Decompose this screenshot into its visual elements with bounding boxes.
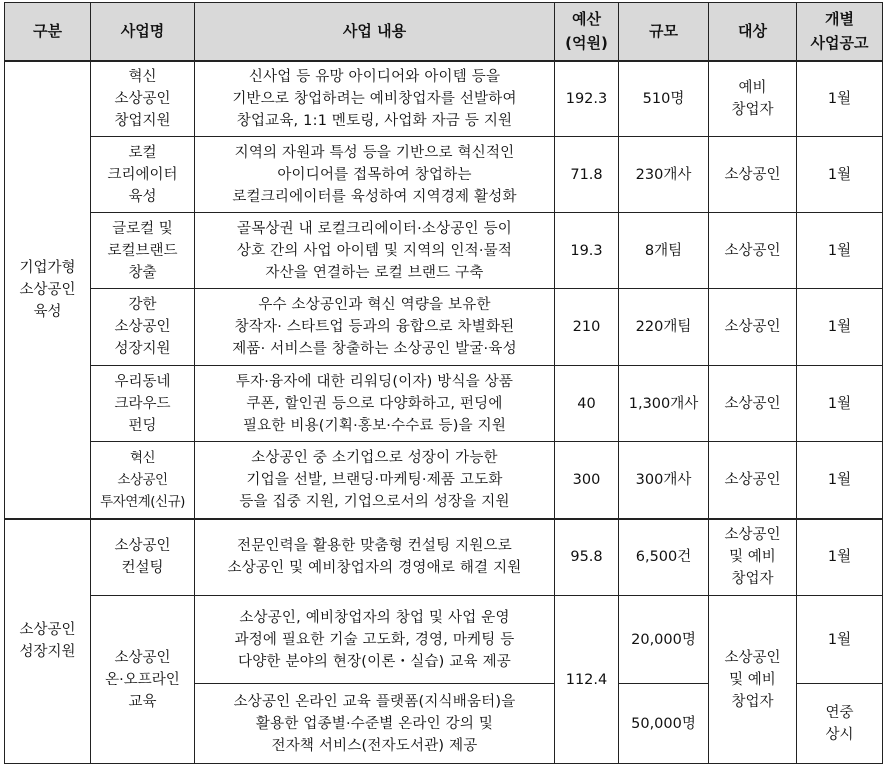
program-content: 투자·융자에 대한 리워딩(이자) 방식을 상품 쿠폰, 할인권 등으로 다양화하고, 펀딩에 필요한 비용(기획·홍보·수수료 등)을 지원 xyxy=(195,366,555,442)
program-scale: 6,500건 xyxy=(619,519,709,596)
header-category: 구분 xyxy=(5,3,91,61)
program-budget: 19.3 xyxy=(555,213,619,289)
program-notice: 1월 xyxy=(797,596,883,684)
group-label: 기업가형 소상공인 육성 xyxy=(5,61,91,519)
header-notice: 개별 사업공고 xyxy=(797,3,883,61)
program-content: 소상공인 온라인 교육 플랫폼(지식배움터)을 활용한 업종별·수준별 온라인 강의 및 전자책 서비스(전자도서관) 제공 xyxy=(195,684,555,764)
program-name: 혁신 소상공인 투자연계(신규) xyxy=(91,442,195,519)
table-row xyxy=(5,61,883,137)
header-budget: 예산 (억원) xyxy=(555,3,619,61)
program-target: 소상공인 xyxy=(709,442,797,519)
program-name: 로컬 크리에이터 육성 xyxy=(91,137,195,213)
group-label: 소상공인 성장지원 xyxy=(5,519,91,764)
program-scale: 220개팀 xyxy=(619,289,709,366)
program-target: 소상공인 xyxy=(709,137,797,213)
program-name: 소상공인 컨설팅 xyxy=(91,519,195,596)
program-scale: 50,000명 xyxy=(619,684,709,764)
program-target: 예비 창업자 xyxy=(709,61,797,137)
program-scale: 230개사 xyxy=(619,137,709,213)
program-notice: 1월 xyxy=(797,366,883,442)
program-content: 소상공인 중 소기업으로 성장이 가능한 기업을 선발, 브랜딩·마케팅·제품 고도화 등을 집중 지원, 기업으로서의 성장을 지원 xyxy=(195,442,555,519)
program-notice: 1월 xyxy=(797,137,883,213)
program-budget: 300 xyxy=(555,442,619,519)
header-name: 사업명 xyxy=(91,3,195,61)
program-target: 소상공인 xyxy=(709,289,797,366)
table-row xyxy=(5,137,883,213)
program-budget: 192.3 xyxy=(555,61,619,137)
program-budget: 95.8 xyxy=(555,519,619,596)
program-name: 우리동네 크라우드 펀딩 xyxy=(91,366,195,442)
program-content: 우수 소상공인과 혁신 역량을 보유한 창작자· 스타트업 등과의 융합으로 차별화된 제품· 서비스를 창출하는 소상공인 발굴·육성 xyxy=(195,289,555,366)
table-row xyxy=(5,289,883,366)
program-content: 신사업 등 유망 아이디어와 아이템 등을 기반으로 창업하려는 예비창업자를 선발하여 창업교육, 1:1 멘토링, 사업화 자금 등 지원 xyxy=(195,61,555,137)
program-content: 소상공인, 예비창업자의 창업 및 사업 운영 과정에 필요한 기술 고도화, 경영, 마케팅 등 다양한 분야의 현장(이론・실습) 교육 제공 xyxy=(195,596,555,684)
program-target: 소상공인 및 예비 창업자 xyxy=(709,519,797,596)
program-scale: 8개팀 xyxy=(619,213,709,289)
program-notice: 1월 xyxy=(797,61,883,137)
business-table xyxy=(4,2,883,764)
table-row xyxy=(5,596,883,684)
program-budget: 112.4 xyxy=(555,596,619,764)
program-notice: 1월 xyxy=(797,213,883,289)
program-target: 소상공인 xyxy=(709,213,797,289)
program-budget: 210 xyxy=(555,289,619,366)
program-budget: 40 xyxy=(555,366,619,442)
program-name: 강한 소상공인 성장지원 xyxy=(91,289,195,366)
program-scale: 1,300개사 xyxy=(619,366,709,442)
header-scale: 규모 xyxy=(619,3,709,61)
program-content: 지역의 자원과 특성 등을 기반으로 혁신적인 아이디어를 접목하여 창업하는 로컬크리에이터를 육성하여 지역경제 활성화 xyxy=(195,137,555,213)
program-target: 소상공인 xyxy=(709,366,797,442)
program-scale: 300개사 xyxy=(619,442,709,519)
table-row xyxy=(5,213,883,289)
table-row xyxy=(5,519,883,596)
program-name: 혁신 소상공인 창업지원 xyxy=(91,61,195,137)
program-target: 소상공인 및 예비 창업자 xyxy=(709,596,797,764)
program-content: 전문인력을 활용한 맞춤형 컨설팅 지원으로 소상공인 및 예비창업자의 경영애로 해결 지원 xyxy=(195,519,555,596)
program-notice: 1월 xyxy=(797,519,883,596)
table-row xyxy=(5,366,883,442)
table-row xyxy=(5,442,883,519)
program-name: 글로컬 및 로컬브랜드 창출 xyxy=(91,213,195,289)
program-content: 골목상권 내 로컬크리에이터·소상공인 등이 상호 간의 사업 아이템 및 지역의 인적·물적 자산을 연결하는 로컬 브랜드 구축 xyxy=(195,213,555,289)
program-scale: 20,000명 xyxy=(619,596,709,684)
header-target: 대상 xyxy=(709,3,797,61)
program-scale: 510명 xyxy=(619,61,709,137)
program-name: 소상공인 온·오프라인 교육 xyxy=(91,596,195,764)
program-budget: 71.8 xyxy=(555,137,619,213)
program-notice: 연중 상시 xyxy=(797,684,883,764)
header-row xyxy=(5,3,883,61)
program-notice: 1월 xyxy=(797,289,883,366)
program-notice: 1월 xyxy=(797,442,883,519)
header-content: 사업 내용 xyxy=(195,3,555,61)
